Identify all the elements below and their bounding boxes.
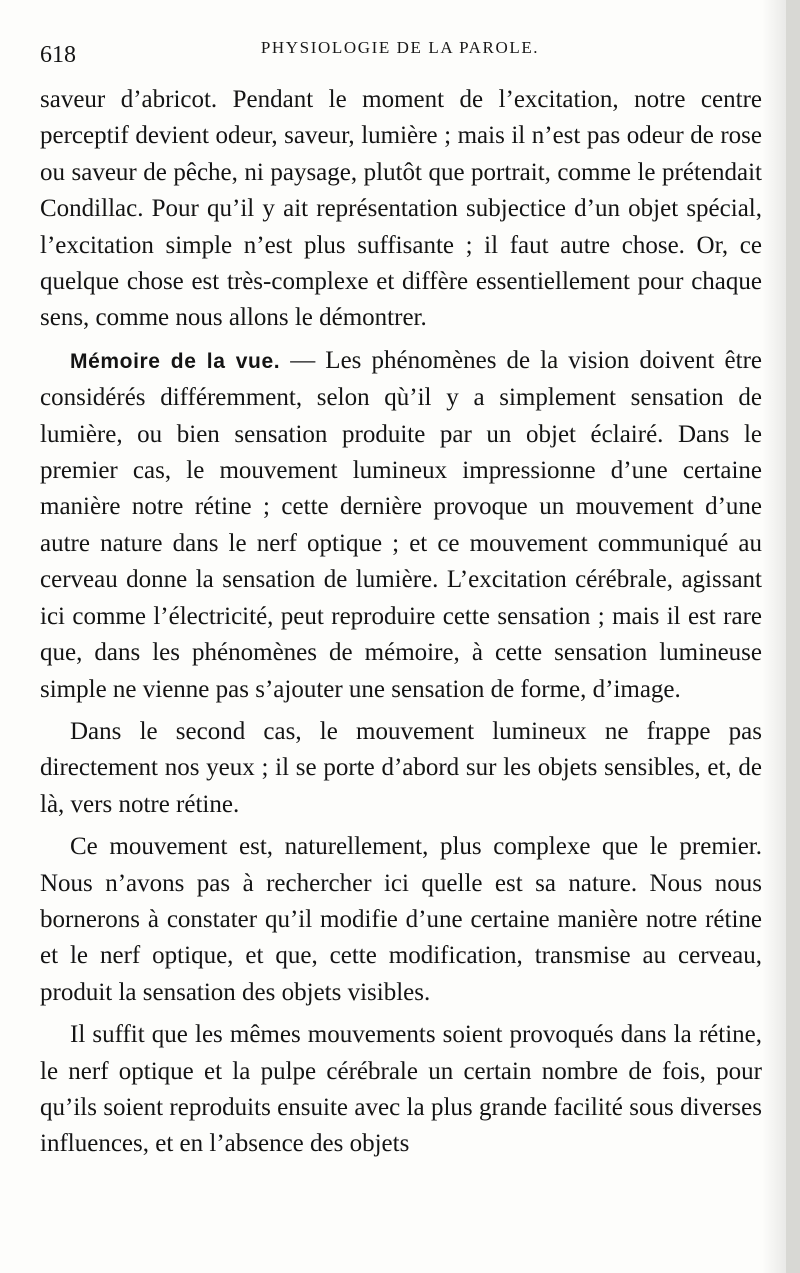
page-number: 618 [40,42,76,68]
page-body [40,82,762,1163]
paragraph-1: saveur d’abricot. Pendant le moment de l’excitation, notre centre perceptif devient odeur, saveur, lumière ; mais il n’est pas odeur de rose ou saveur de pêche, ni paysage, plutôt que portrait, comme le prétendait Condillac. Pour qu’il y ait représentation subjectice d’un objet spécial, l’excitation simple n’est plus suffisante ; il faut autre chose. Or, ce quelque chose est très-complexe et diffère essentiellement pour chaque sens, comme nous allons le démontrer. [40,86,762,332]
section-title: Mémoire de la vue. [70,349,281,373]
paragraph-2 [40,343,762,708]
running-head: PHYSIOLOGIE DE LA PAROLE. [260,38,540,57]
page-header [40,34,760,74]
paragraph-5: Il suffit que les mêmes mouvements soient provoqués dans la rétine, le nerf optique et la pulpe cérébrale un certain nombre de fois, pour qu’ils soient reproduits ensuite avec la plus grande facilité sous diverses influences, et en l’absence des objets [40,1021,762,1158]
page-edge-shadow [762,0,786,1273]
paragraph-2-text: — Les phénomènes de la vision doivent être considérés différemment, selon qù’il y a simplement sensation de lumière, ou bien sensation produite par un objet éclairé. Dans le premier cas, le mouvement lumineux impressionne d’une certaine manière notre rétine ; cette dernière provoque un mouvement d’une autre nature dans le nerf optique ; et ce mouvement communiqué au cerveau donne la sensation de lumière. L’excitation cérébrale, agissant ici comme l’électricité, peut reproduire cette sensation ; mais il est rare que, dans les phénomènes de mémoire, à cette sensation lumineuse simple ne vienne pas s’ajouter une sensation de forme, d’image. [40,346,762,703]
paragraph-3: Dans le second cas, le mouvement lumineux ne frappe pas directement nos yeux ; il se porte d’abord sur les objets sensibles, et, de là, vers notre rétine. [40,717,762,818]
paragraph-4: Ce mouvement est, naturellement, plus complexe que le premier. Nous n’avons pas à rechercher ici quelle est sa nature. Nous nous bornerons à constater qu’il modifie d’une certaine manière notre rétine et le nerf optique, et que, cette modification, transmise au cerveau, produit la sensation des objets visibles. [40,833,762,1006]
